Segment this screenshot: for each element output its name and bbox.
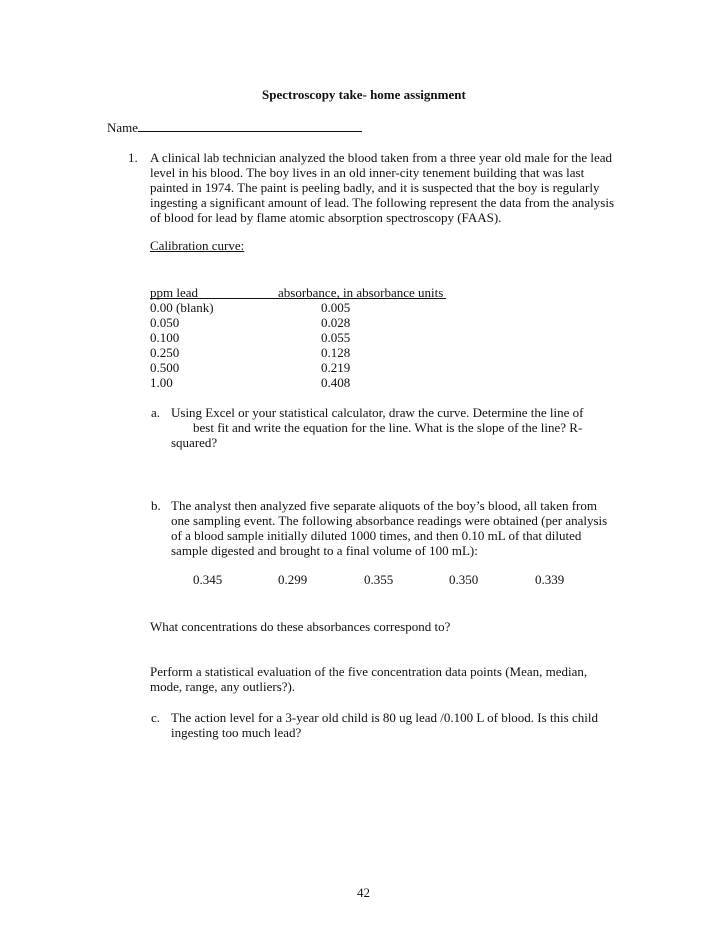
calibration-heading: Calibration curve: [150,238,245,253]
col-header-absorbance: absorbance, in absorbance units [278,285,444,300]
statistics-line: Perform a statistical evaluation of the five concentration data points (Mean, median, [150,664,588,679]
absorbance-reading: 0.350 [449,572,479,587]
statistics-question [150,664,587,694]
question-number: 1. [128,150,138,165]
table-row [150,330,446,345]
intro-line: A clinical lab technician analyzed the blood taken from a three year old male for the lead [150,150,613,165]
part-a-line: best fit and write the equation for the line. What is the slope of the line? R- [193,420,583,435]
absorbance-reading: 0.345 [193,572,223,587]
absorbance-cell: 0.055 [321,330,351,345]
absorbance-reading: 0.299 [278,572,308,587]
name-field [107,119,362,135]
ppm-cell: 1.00 [150,375,173,390]
table-row [150,345,446,360]
part-b-line: The analyst then analyzed five separate aliquots of the boy’s blood, all taken from [171,498,597,513]
absorbance-cell: 0.128 [321,345,351,360]
col-header-ppm: ppm lead [150,285,199,300]
part-a-letter: a. [151,405,161,420]
page-number: 42 [357,885,370,900]
name-blank-line [138,119,362,132]
part-a-line: Using Excel or your statistical calculator, draw the curve. Determine the line of [171,405,584,420]
intro-line: ingesting a significant amount of lead. The following represent the data from the analysis [150,195,615,210]
part-b-line: of a blood sample initially diluted 1000 times, and then 0.10 mL of that diluted [171,528,582,543]
concentration-question: What concentrations do these absorbances correspond to? [150,619,451,634]
table-row [150,375,446,390]
absorbance-reading: 0.355 [364,572,394,587]
absorbance-cell: 0.219 [321,360,351,375]
ppm-cell: 0.00 (blank) [150,300,214,315]
part-c-letter: c. [151,710,161,725]
part-b-letter: b. [151,498,161,513]
ppm-cell: 0.250 [150,345,180,360]
table-row [150,315,446,330]
statistics-line: mode, range, any outliers?). [150,679,296,694]
part-b-line: sample digested and brought to a final volume of 100 mL): [171,543,478,558]
part-c-line: ingesting too much lead? [171,725,302,740]
ppm-cell: 0.100 [150,330,180,345]
intro-line: level in his blood. The boy lives in an old inner-city tenement building that was last [150,165,585,180]
name-label: Name [107,120,139,135]
table-row [150,300,446,315]
table-row [150,360,446,375]
calibration-table-header [150,285,446,299]
absorbance-cell: 0.028 [321,315,351,330]
absorbance-cell: 0.408 [321,375,351,390]
calibration-table-body [150,300,446,390]
intro-line: of blood for lead by flame atomic absorption spectroscopy (FAAS). [150,210,502,225]
question-intro [150,150,614,225]
part-b-line: one sampling event. The following absorbance readings were obtained (per analysis [171,513,608,528]
ppm-cell: 0.050 [150,315,180,330]
part-b-text [171,498,607,558]
part-a-line: squared? [171,435,218,450]
absorbance-cell: 0.005 [321,300,351,315]
ppm-cell: 0.500 [150,360,180,375]
absorbance-reading: 0.339 [535,572,565,587]
intro-line: painted in 1974. The paint is peeling badly, and it is suspected that the boy is regularly [150,180,600,195]
part-c-text [171,710,598,740]
part-a-text [171,405,583,450]
page-title: Spectroscopy take- home assignment [262,87,466,102]
part-c-line: The action level for a 3-year old child is 80 ug lead /0.100 L of blood. Is this child [171,710,598,725]
